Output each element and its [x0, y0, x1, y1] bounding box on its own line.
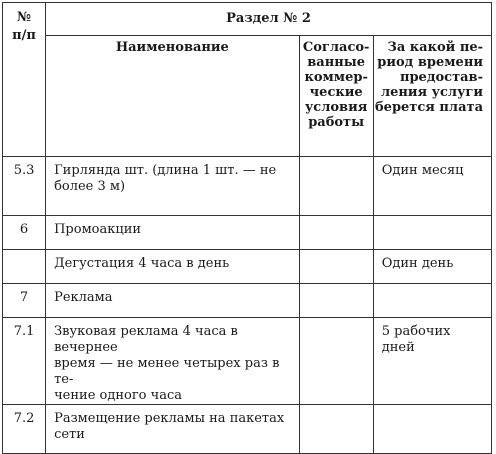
table-row	[3, 318, 492, 405]
row-terms	[299, 216, 373, 250]
header-period	[373, 36, 491, 157]
header-row-top	[3, 3, 492, 36]
header-num	[3, 3, 46, 157]
header-name	[46, 36, 300, 157]
header-section	[46, 3, 492, 36]
row-num: 5.3	[3, 157, 46, 216]
row-terms	[299, 318, 373, 405]
row-period: Один день	[373, 250, 491, 284]
row-period: Один месяц	[373, 157, 491, 216]
row-num: 7.1	[3, 318, 46, 405]
row-name: Размещение рекламы на пакетах сети	[46, 405, 300, 454]
row-name: Промоакции	[46, 216, 300, 250]
header-name-label: Наименование	[115, 40, 229, 56]
row-period: 5 рабочих дней	[373, 318, 491, 405]
header-terms-label: Согласо- ванные коммер- ческие условия работы	[302, 40, 370, 131]
row-num	[3, 250, 46, 284]
services-table	[2, 2, 492, 454]
header-row-bottom	[3, 36, 492, 157]
header-terms	[299, 36, 373, 157]
row-num: 6	[3, 216, 46, 250]
row-name: Дегустация 4 часа в день	[46, 250, 300, 284]
table-row	[3, 284, 492, 318]
row-terms	[299, 157, 373, 216]
row-name: Гирлянда шт. (длина 1 шт. — не более 3 м)	[46, 157, 300, 216]
table-row	[3, 216, 492, 250]
row-num: 7	[3, 284, 46, 318]
section-title: Раздел № 2	[226, 11, 311, 26]
header-num-label: № п/п	[12, 10, 36, 43]
row-period	[373, 216, 491, 250]
table-row	[3, 405, 492, 454]
row-name: Звуковая реклама 4 часа в вечернее время — не менее четырех раз в те- чение одного часа	[46, 318, 300, 405]
header-period-label: За какой пе- риод времени предостав- ления услуги берется плата	[375, 40, 483, 116]
document-page	[2, 2, 492, 442]
row-terms	[299, 250, 373, 284]
row-period	[373, 284, 491, 318]
table-row	[3, 157, 492, 216]
row-period	[373, 405, 491, 454]
row-num: 7.2	[3, 405, 46, 454]
row-name: Реклама	[46, 284, 300, 318]
table-row	[3, 250, 492, 284]
row-terms	[299, 405, 373, 454]
row-terms	[299, 284, 373, 318]
